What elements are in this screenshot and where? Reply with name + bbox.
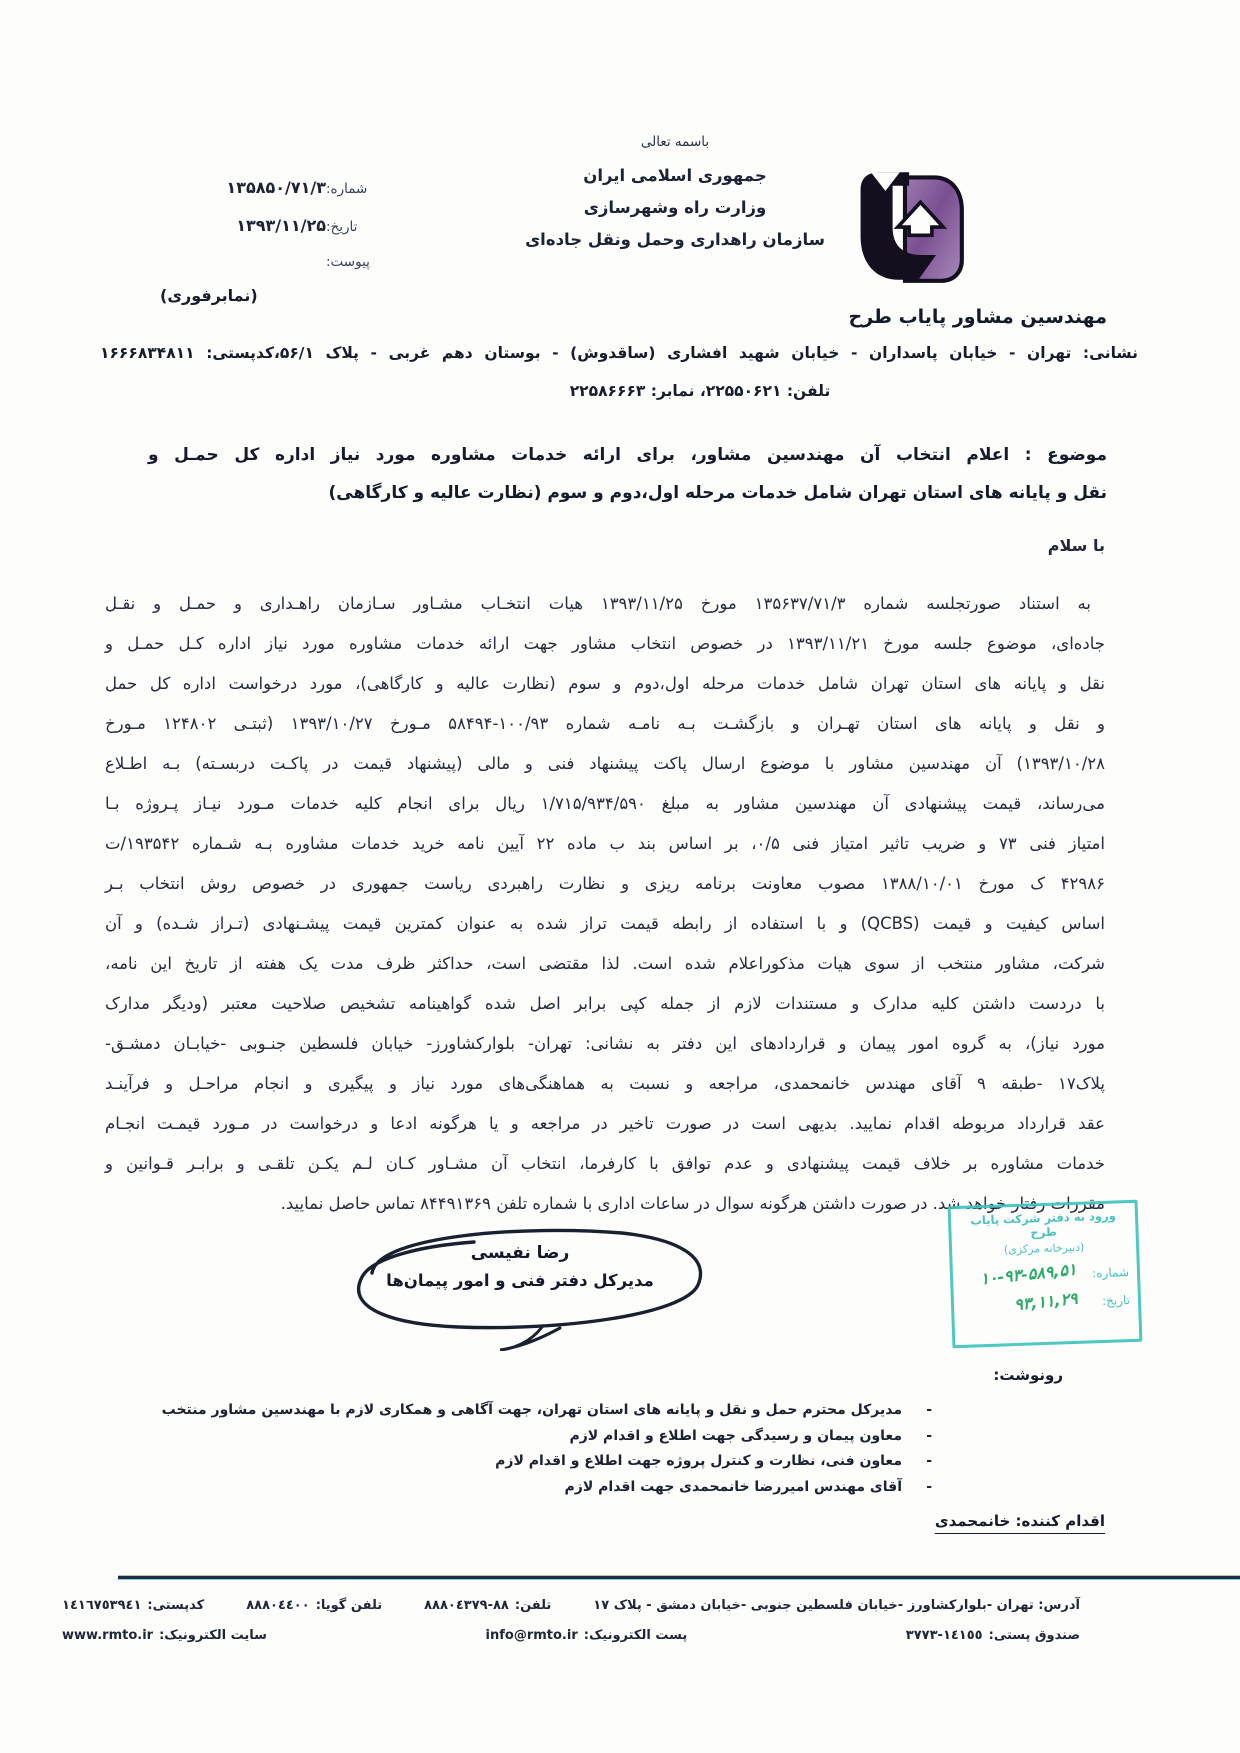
body-line: اساس کیفیت و قیمت (QCBS) و با استفاده از رابطه قیمت تراز شده به عنوان کمترین قیمت پیشـنهادی (تـراز شـده) و آن: [105, 914, 1106, 933]
body-line: نقل و پایانه های استان تهران شامل خدمات مرحله اول،دوم و سوم (نظارت عالیه و کارگاهی)، مورد درخواست اداره کل حمل: [105, 674, 1105, 693]
footer-phone-label: تلفن:: [514, 1598, 552, 1613]
copies-list: [162, 1398, 932, 1500]
body-line: امتیاز فنی ۷۳ و ضریب تاثیر امتیاز فنی ۰/۵، بر اساس بند ب ماده ۲۲ آیین نامه خرید خدمات مشاوره بـه شـماره ۱۹۳۵۴۲/ت: [105, 834, 1105, 853]
dash-bullet: -: [926, 1402, 932, 1418]
copy-item: [162, 1398, 932, 1424]
footer-email-label: پست الکترونیک:: [583, 1628, 688, 1643]
stamp-date-label: تاریخ:: [1101, 1293, 1131, 1309]
copies-label: رونوشت:: [993, 1366, 1063, 1384]
signature-block: [328, 1243, 712, 1290]
recipient-name: مهندسین مشاور پایاب طرح: [848, 306, 1107, 328]
footer-voice-label: تلفن گویا:: [315, 1598, 383, 1613]
footer: [62, 1598, 1080, 1643]
signer-title: مدیرکل دفتر فنی و امور پیمان‌ها: [386, 1271, 654, 1290]
subject-line-1: موضوع : اعلام انتخاب آن مهندسین مشاور، برای ارائه خدمات مشاوره مورد نیاز اداره کل حمـل و: [148, 445, 1107, 465]
serial-row: [148, 178, 388, 216]
company-entry-stamp: [948, 1200, 1143, 1349]
footer-pobox-value: ١٤١٥٥-٣٧٧٣: [905, 1628, 983, 1643]
letterhead: [505, 134, 845, 249]
copy-item-text: مدیرکل محترم حمل و نقل و پایانه های استان تهران، جهت آگاهی و همکاری لازم با مهندسین مشاور منتخب: [161, 1402, 902, 1418]
body-line: خدمات مشاوره بر خلاف قیمت پیشنهادی و عدم توافق با کارفرما، انتخاب آن مشـاور کـان لـم یکـن تلقـی و برابـر قـوانین و: [105, 1154, 1105, 1173]
dash-bullet: -: [926, 1478, 932, 1495]
date-row: [148, 216, 388, 254]
footer-address: آدرس: تهران -بلوارکشاورز -خیابان فلسطین جنوبی -خیابان دمشق - پلاک ۱۷: [593, 1598, 1080, 1613]
footer-site-label: سایت الکترونیک:: [159, 1628, 267, 1643]
subject-line-2: نقل و پایانه های استان تهران شامل خدمات مرحله اول،دوم و سوم (نظارت عالیه و کارگاهی): [328, 483, 1107, 503]
rmto-logo-icon: [843, 163, 967, 287]
date-value: ۱۳۹۳/۱۱/۲۵: [236, 216, 326, 235]
country-name: جمهوری اسلامی ایران: [583, 166, 767, 185]
body-line: و نقل و پایانه های استان تهـران و بازگشـت بـه نامـه شماره ۱۰۰/۹۳-۵۸۴۹۴ مـورخ ۱۳۹۳/۱۰/۲۷ (ثبتـی ۱۲۴۸۰۲ مـورخ: [105, 714, 1105, 733]
copy-item-text: آقای مهندس امیررضا خانمحمدی جهت اقدام لازم: [564, 1478, 902, 1495]
footer-email: [486, 1628, 688, 1643]
organization-name: سازمان راهداری وحمل ونقل جاده‌ای: [525, 230, 825, 249]
footer-email-value: info@rmto.ir: [485, 1628, 578, 1643]
footer-postal-value: ١٤١٦٧٥٣٩٤١: [62, 1598, 142, 1613]
stamp-date-row: [962, 1289, 1131, 1314]
recipient-phone-line: تلفن: ۲۲۵۵۰۶۲۱، نمابر: ۲۲۵۸۶۶۶۳: [569, 382, 831, 400]
subject-block: [148, 436, 1107, 512]
footer-postal-code: [62, 1598, 204, 1613]
body-line: عقد قرارداد مربوطه اقدام نمایید. بدیهی است در صورت تاخیر در مراجعه و یا هرگونه ادعا و درخواست در مـورد قیمـت انجـام: [105, 1114, 1105, 1133]
footer-pobox: [906, 1628, 1080, 1643]
body-line: ۱۳۹۳/۱۰/۲۸) آن مهندسین مشاور با موضوع ارسال پاکت پیشنهاد فنی و مالی (پیشنهاد قیمت در پاکـت دربسـته) بـه اطـلاع: [105, 754, 1105, 773]
footer-site-value: www.rmto.ir: [62, 1628, 154, 1643]
body-line: پلاک۱۷ -طبقه ۹ آقای مهندس خانمحمدی، مراجعه و نسبت به هماهنگی‌های مورد نیاز و پیگیری و انجام مراحـل و فرآینـد: [105, 1074, 1105, 1093]
footer-phone-value: ٨٨-٨٨٨٠٤٣٧٩: [424, 1598, 509, 1613]
recipient-address: نشانی: تهران - خیابان پاسداران - خیابان شهید افشاری (ساقدوش) - بوستان دهم غربی - پلاک ۵۶/۱،کدپستی: ۱۶۶۶۸۳۴۸۱۱: [100, 344, 1138, 362]
serial-value: ۱۳۵۸۵۰/۷۱/۳: [226, 178, 326, 197]
footer-voice-value: ٨٨٨٠٤٤٠٠: [246, 1598, 310, 1613]
body-line: مورد نیاز)، به گروه امور پیمان و قراردادهای این دفتر به نشانی: تهران- بلوارکشاورز- خیابان فلسطین جنـوبی -خیابـان دمشـق-: [105, 1034, 1105, 1053]
body-line: ۴۲۹۸۶ ک مورخ ۱۳۸۸/۱۰/۰۱ مصوب معاونت برنامه ریزی و نظارت راهبردی ریاست جمهوری در خصوص روش انتخاب بـر: [105, 874, 1105, 893]
dash-bullet: -: [926, 1427, 932, 1444]
fax-urgent-note: (نمابرفوری): [160, 286, 258, 305]
copy-item: [162, 1449, 932, 1475]
date-label: تاریخ:: [326, 219, 358, 235]
copy-item: [162, 1475, 932, 1501]
signer-name: رضا نفیسی: [470, 1243, 570, 1263]
footer-pobox-label: صندوق پستی:: [988, 1628, 1080, 1643]
stamp-serial-label: شماره:: [1091, 1265, 1130, 1281]
copy-item-text: معاون پیمان و رسیدگی جهت اطلاع و اقدام لازم: [569, 1427, 902, 1444]
dash-bullet: -: [926, 1453, 932, 1469]
body-line: به استناد صورتجلسه شماره ۱۳۵۶۳۷/۷۱/۳ مورخ ۱۳۹۳/۱۱/۲۵ هیات انتخـاب مشـاور سـازمان راهـداری و حمـل و نقـل: [105, 594, 1091, 613]
stamp-serial-value: ۱۰-۹۳-۵۸۹,۵۱: [979, 1259, 1078, 1289]
footer-voice-phone: [246, 1598, 382, 1613]
footer-website: [62, 1628, 267, 1643]
footer-postal-label: کدپستی:: [147, 1598, 205, 1613]
letter-meta: [148, 178, 388, 292]
stamp-date-value: ۹۳,۱۱,۲۹: [1013, 1288, 1079, 1315]
action-by: اقدام کننده: خانمحمدی: [934, 1512, 1105, 1530]
copy-item-text: معاون فنی، نظارت و کنترل پروژه جهت اطلاع و اقدام لازم: [495, 1453, 902, 1469]
footer-divider: [118, 1576, 1240, 1579]
footer-row-1: [62, 1598, 1080, 1613]
letter-body: [105, 584, 1105, 1224]
footer-phone: [424, 1598, 551, 1613]
attachment-label: پیوست:: [326, 254, 370, 270]
ministry-name: وزارت راه وشهرسازی: [583, 198, 767, 217]
salutation: با سلام: [1047, 536, 1105, 555]
body-line: مقررات رفتار خواهد شد. در صورت داشتن هرگونه سوال در ساعات اداری با شماره تلفن ۸۴۴۹۱۳۶۹ تماس حاصل نمایید.: [280, 1194, 1105, 1213]
copy-item: [162, 1424, 932, 1450]
footer-row-2: [62, 1628, 1080, 1643]
body-line: شرکت، مشاور منتخب از سوی هیات مذکوراعلام شده است. لذا مقتضی است، حداکثر ظرف مدت یک هفته از تاریخ این نامه،: [105, 954, 1105, 973]
body-line: جاده‌ای، موضوع جلسه مورخ ۱۳۹۳/۱۱/۲۱ در خصوص انتخاب مشاور جهت ارائه خدمات مشاوره مورد نیاز اداره کـل حمـل و: [105, 634, 1105, 653]
body-line: می‌رساند، قیمت پیشنهادی آن مهندسین مشاور به مبلغ ۱/۷۱۵/۹۳۴/۵۹۰ ریال برای انجام کلیه خدمات مـورد نیـاز پـروژه بـا: [105, 794, 1105, 813]
serial-label: شماره:: [326, 181, 368, 197]
stamp-subtitle: (دبیرخانه مرکزی): [1003, 1240, 1085, 1257]
body-line: با دردست داشتن کلیه مدارک و مستندات لازم از جمله کپی برابر اصل شده گواهینامه تشخیص صلاحیت معتبر (ودیگر مدارک: [105, 994, 1105, 1013]
bismillah-text: باسمه تعالی: [640, 134, 710, 150]
stamp-title: ورود به دفتر شرکت پایاب طرح: [970, 1208, 1117, 1240]
stamp-serial-row: [961, 1259, 1130, 1289]
